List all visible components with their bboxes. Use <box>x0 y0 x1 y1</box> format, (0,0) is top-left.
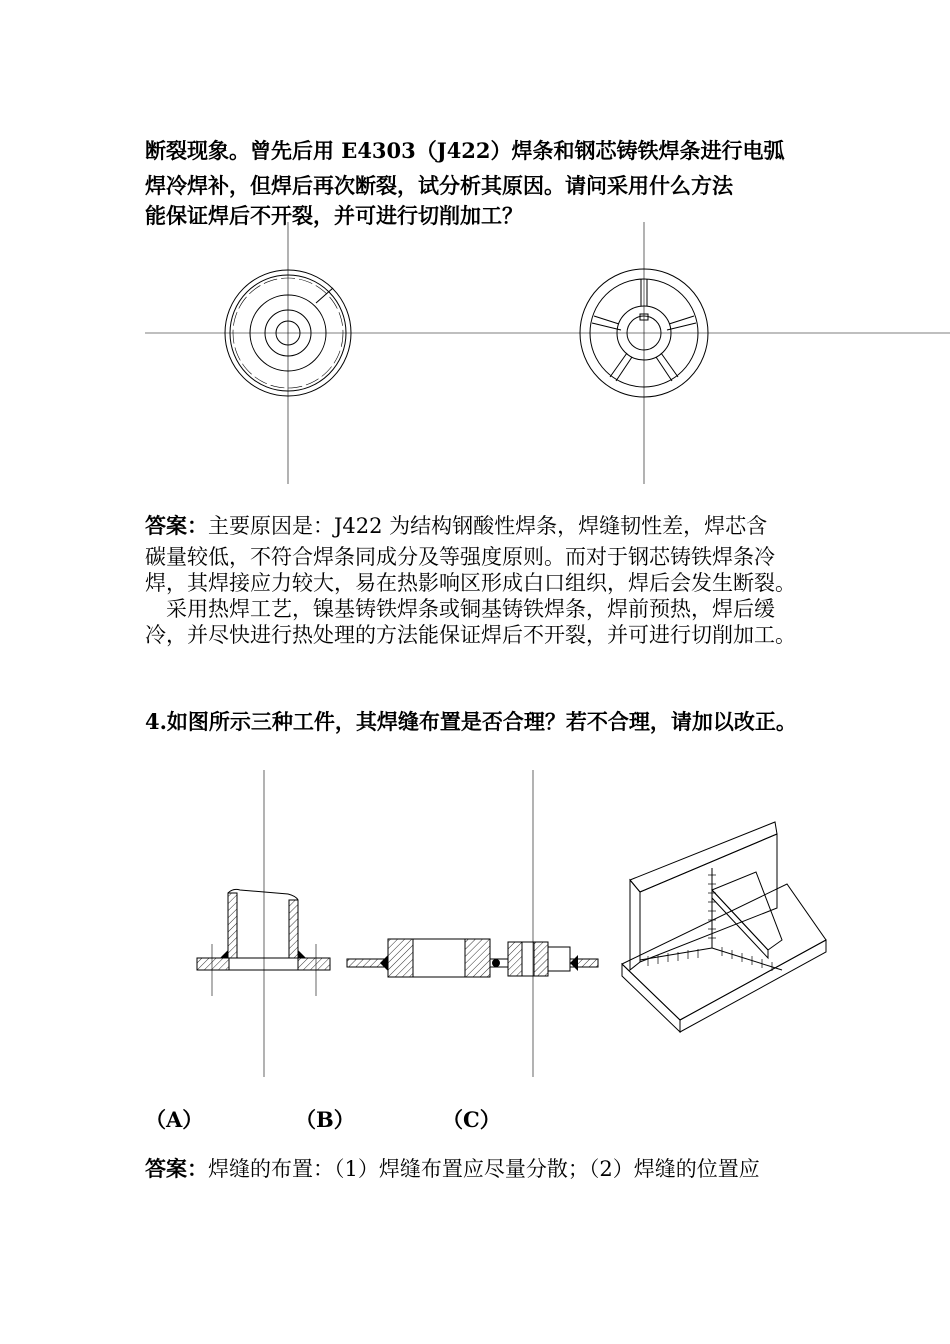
answer-4-label: 答案： <box>145 1156 208 1181</box>
workpiece-b-drawing <box>347 939 598 977</box>
question-4: 4.如图所示三种工件，其焊缝布置是否合理？若不合理，请加以改正。 <box>145 709 797 734</box>
label-c: （C） <box>442 1107 501 1132</box>
label-a: （A） <box>145 1107 204 1132</box>
workpiece-c-drawing <box>622 822 826 1032</box>
question-3-line-2: 焊冷焊补，但焊后再次断裂，试分析其原因。请问采用什么方法 <box>145 173 733 198</box>
question-3-line-3: 能保证焊后不开裂，并可进行切削加工？ <box>145 203 523 228</box>
answer-4-text: 焊缝的布置：（1）焊缝布置应尽量分散；（2）焊缝的位置应 <box>208 1157 760 1181</box>
workpiece-a-drawing <box>197 889 330 996</box>
question-3-line-1: 断裂现象。曾先后用 E4303（J422）焊条和钢芯铸铁焊条进行电弧 <box>145 138 785 163</box>
label-b: （B） <box>295 1107 355 1132</box>
answer-3-para-1-rest: 碳量较低，不符合焊条同成分及等强度原则。而对于钢芯铸铁焊条冷焊，其焊接应力较大，易在热影响区形成白口组织，焊后会发生断裂。 <box>145 545 796 595</box>
answer-3-line-1: 主要原因是：J422 为结构钢酸性焊条，焊缝韧性差，焊芯含 <box>208 514 768 538</box>
answer-4 <box>145 1153 810 1185</box>
answer-3-para-2: 采用热焊工艺，镍基铸铁焊条或铜基铸铁焊条，焊前预热，焊后缓冷，并尽快进行热处理的方法能保证焊后不开裂，并可进行切削加工。 <box>145 597 796 647</box>
answer-3-label: 答案： <box>145 513 208 538</box>
